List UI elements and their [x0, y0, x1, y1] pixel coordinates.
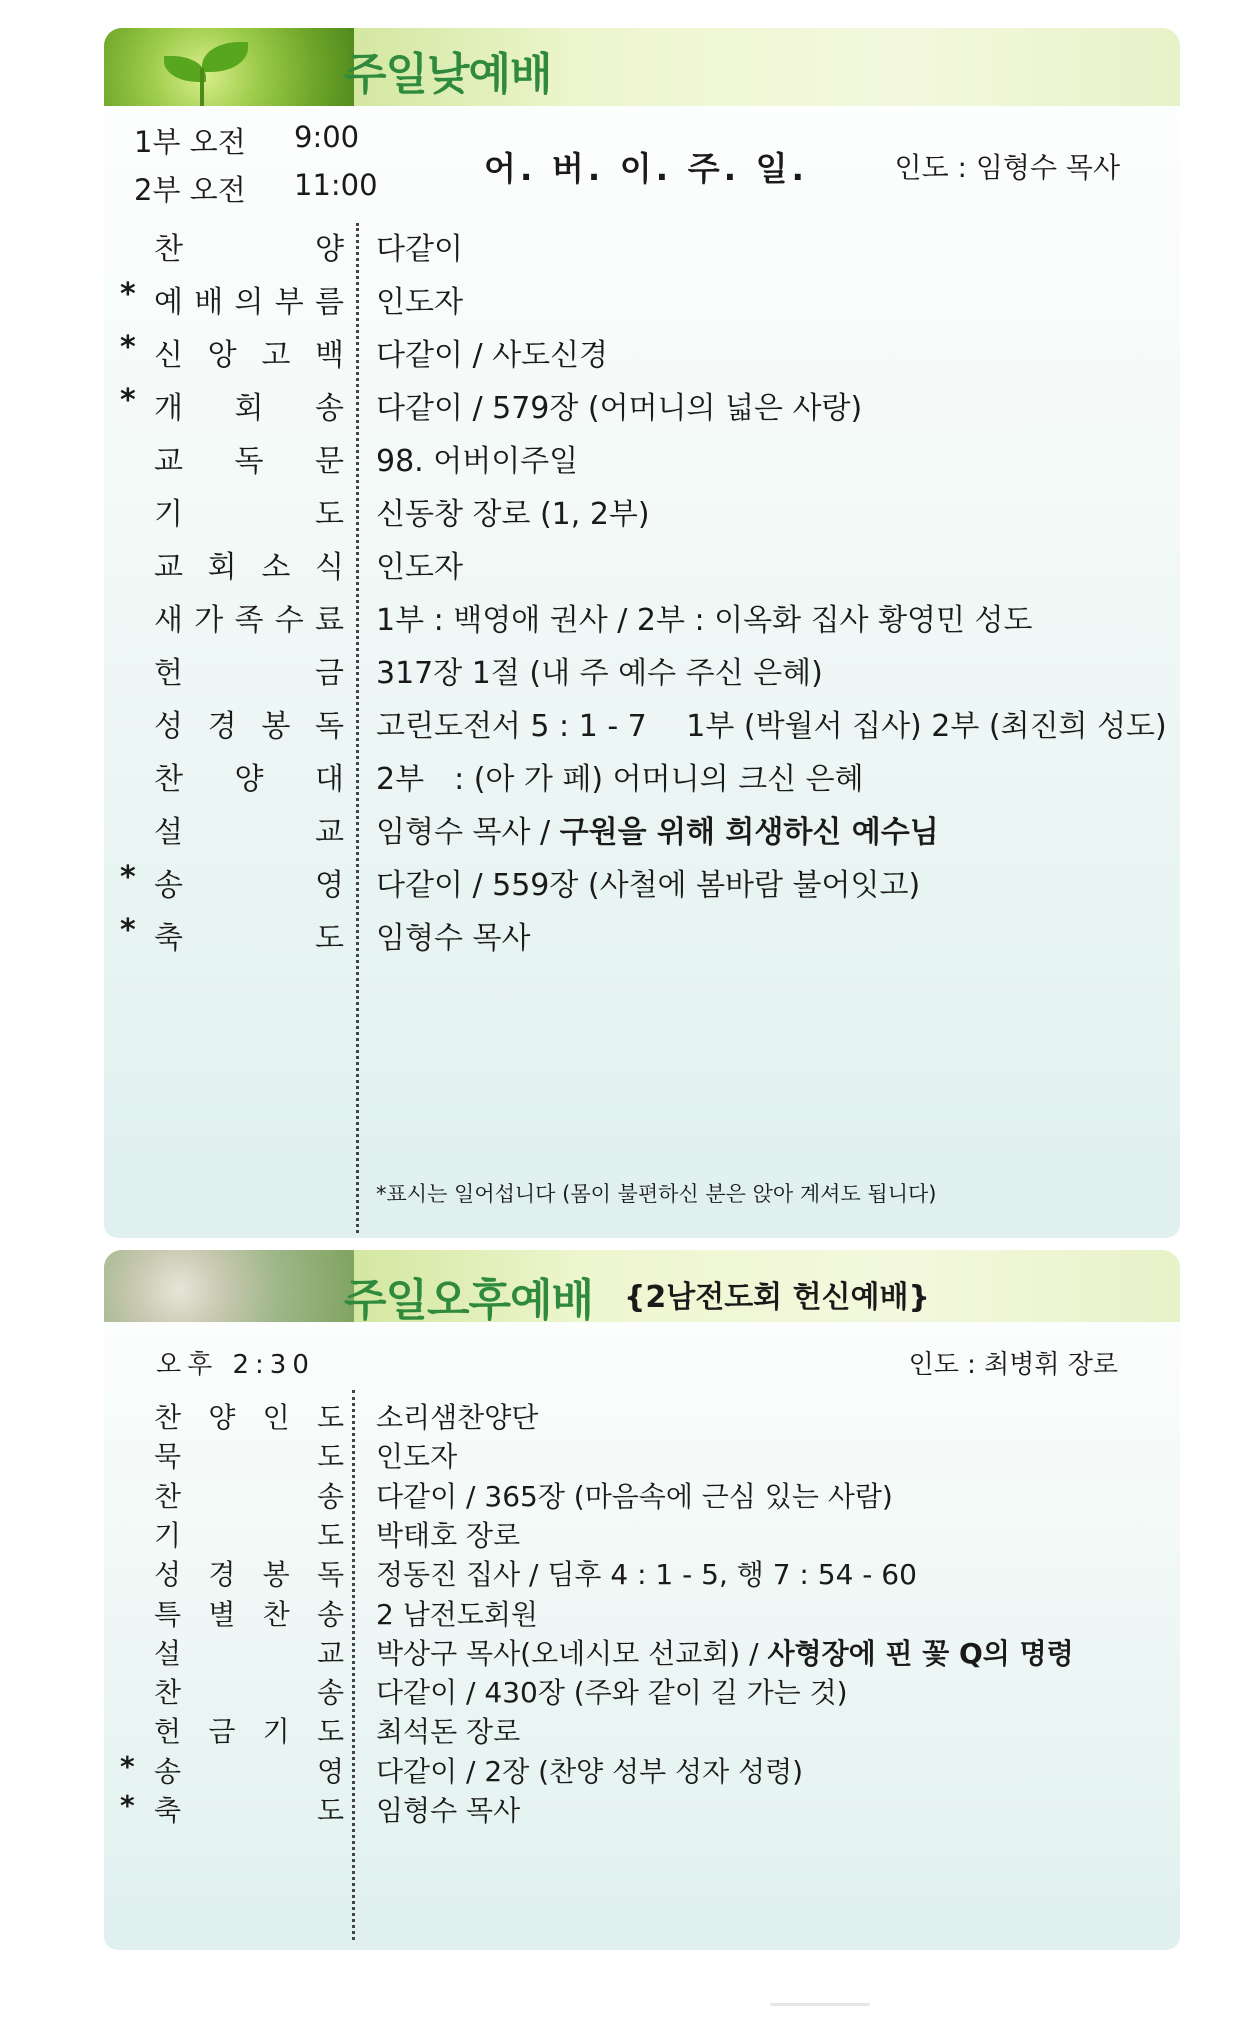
service-time-2: 2부 오전 11:00	[134, 168, 378, 207]
order-item-value: 박태호 장로	[376, 1518, 521, 1552]
order-item-label: 헌 금	[154, 656, 344, 691]
stand-marker: *	[120, 860, 136, 895]
standing-note: *표시는 일어섭니다 (몸이 불편하신 분은 앉아 계셔도 됩니다)	[376, 1182, 937, 1206]
order-item-label: 교 독 문	[154, 444, 344, 479]
order-item-value: 다같이	[376, 232, 463, 267]
column-divider	[352, 1390, 355, 1940]
column-divider	[356, 223, 359, 1233]
sermon-title: 구원을 위해 희생하신 예수님	[559, 815, 939, 850]
sermon-title: 사형장에 핀 꽃 Q의 명령	[767, 1636, 1074, 1670]
morning-service-header	[104, 28, 1180, 106]
order-item-value: 소리샘찬양단	[376, 1401, 539, 1434]
order-item-label: 예 배 의 부 름	[154, 285, 344, 320]
order-item-label: 찬 송	[154, 1676, 344, 1710]
afternoon-service-subtitle: {2남전도회 헌신예배}	[624, 1280, 930, 1315]
order-item-value: 1부 : 백영애 권사 / 2부 : 이옥화 집사 황영민 성도	[376, 603, 1033, 638]
order-item-label: 찬 양 대	[154, 762, 344, 797]
morning-service-title: 주일낮예배	[344, 49, 552, 100]
page-edge	[770, 2003, 870, 2006]
sprout-photo	[104, 28, 354, 106]
service-time-1: 1부 오전 9:00	[134, 120, 360, 159]
order-item-value: 다같이 / 365장 (마음속에 근심 있는 사람)	[376, 1479, 893, 1513]
afternoon-service-time: 오후 2:30	[156, 1350, 315, 1380]
order-item-label: 송 영	[154, 1754, 344, 1788]
order-item-label: 성 경 봉 독	[154, 709, 344, 744]
order-item-label: 송 영	[154, 868, 344, 903]
afternoon-service-section	[104, 1250, 1180, 1950]
stand-marker: *	[120, 1749, 135, 1783]
order-item-value: 인도자	[376, 1440, 458, 1474]
order-item-label: 기 도	[154, 497, 344, 532]
order-item-value: 임형수 목사	[376, 1794, 521, 1827]
order-item-label: 기 도	[154, 1518, 344, 1552]
order-item-label: 특 별 찬 송	[154, 1597, 344, 1631]
order-item-value: 2 남전도회원	[376, 1597, 538, 1631]
order-item-label: 찬 송	[154, 1479, 344, 1513]
order-item-value: 인도자	[376, 550, 463, 585]
order-item-value: 임형수 목사	[376, 921, 531, 956]
order-item-label: 헌 금 기 도	[154, 1715, 344, 1749]
afternoon-service-header	[104, 1250, 1180, 1322]
order-item-value: 98. 어버이주일	[376, 444, 579, 479]
order-item-value: 2부 : (아 가 페) 어머니의 크신 은혜	[376, 762, 864, 797]
stand-marker: *	[120, 1789, 135, 1822]
order-item-value: 다같이 / 559장 (사철에 봄바람 불어잇고)	[376, 868, 921, 903]
sheep-photo	[104, 1250, 354, 1322]
order-item-value: 317장 1절 (내 주 예수 주신 은혜)	[376, 656, 823, 691]
order-item-value: 박상구 목사(오네시모 선교회) / 사형장에 핀 꽃 Q의 명령	[376, 1636, 1074, 1670]
stand-marker: *	[120, 913, 136, 948]
order-item-value: 신동창 장로 (1, 2부)	[376, 497, 650, 532]
order-item-value: 다같이 / 2장 (찬양 성부 성자 성령)	[376, 1754, 804, 1788]
order-item-label: 신 앙 고 백	[154, 338, 344, 373]
afternoon-service-leader: 인도 : 최병휘 장로	[908, 1350, 1118, 1380]
morning-service-section	[104, 28, 1180, 1238]
service-leader: 인도 : 임형수 목사	[894, 151, 1120, 184]
order-item-value: 다같이 / 579장 (어머니의 넓은 사랑)	[376, 391, 863, 426]
order-item-value: 최석돈 장로	[376, 1715, 521, 1749]
order-item-label: 개 회 송	[154, 391, 344, 426]
stand-marker: *	[120, 277, 136, 312]
order-item-value: 인도자	[376, 285, 463, 320]
service-theme: 어. 버. 이. 주. 일.	[484, 149, 809, 188]
order-item-label: 성 경 봉 독	[154, 1558, 344, 1592]
afternoon-service-title: 주일오후예배	[344, 1275, 594, 1322]
order-item-label: 설 교	[154, 815, 344, 850]
order-item-label: 축 도	[154, 921, 344, 956]
order-item-label: 설 교	[154, 1636, 344, 1670]
order-item-value: 임형수 목사 / 구원을 위해 희생하신 예수님	[376, 815, 939, 850]
stand-marker: *	[120, 383, 136, 418]
order-item-value: 고린도전서 5 : 1 - 7 1부 (박월서 집사) 2부 (최진희 성도)	[376, 709, 1167, 744]
order-item-label: 묵 도	[154, 1440, 344, 1474]
order-item-label: 교 회 소 식	[154, 550, 344, 585]
order-item-value: 정동진 집사 / 딤후 4 : 1 - 5, 행 7 : 54 - 60	[376, 1558, 917, 1592]
order-item-label: 찬 양	[154, 232, 344, 267]
order-item-value: 다같이 / 사도신경	[376, 338, 609, 373]
stand-marker: *	[120, 330, 136, 365]
order-item-value: 다같이 / 430장 (주와 같이 길 가는 것)	[376, 1676, 848, 1710]
order-item-label: 새 가 족 수 료	[154, 603, 344, 638]
order-item-label: 찬 양 인 도	[154, 1401, 344, 1434]
order-item-label: 축 도	[154, 1794, 344, 1827]
